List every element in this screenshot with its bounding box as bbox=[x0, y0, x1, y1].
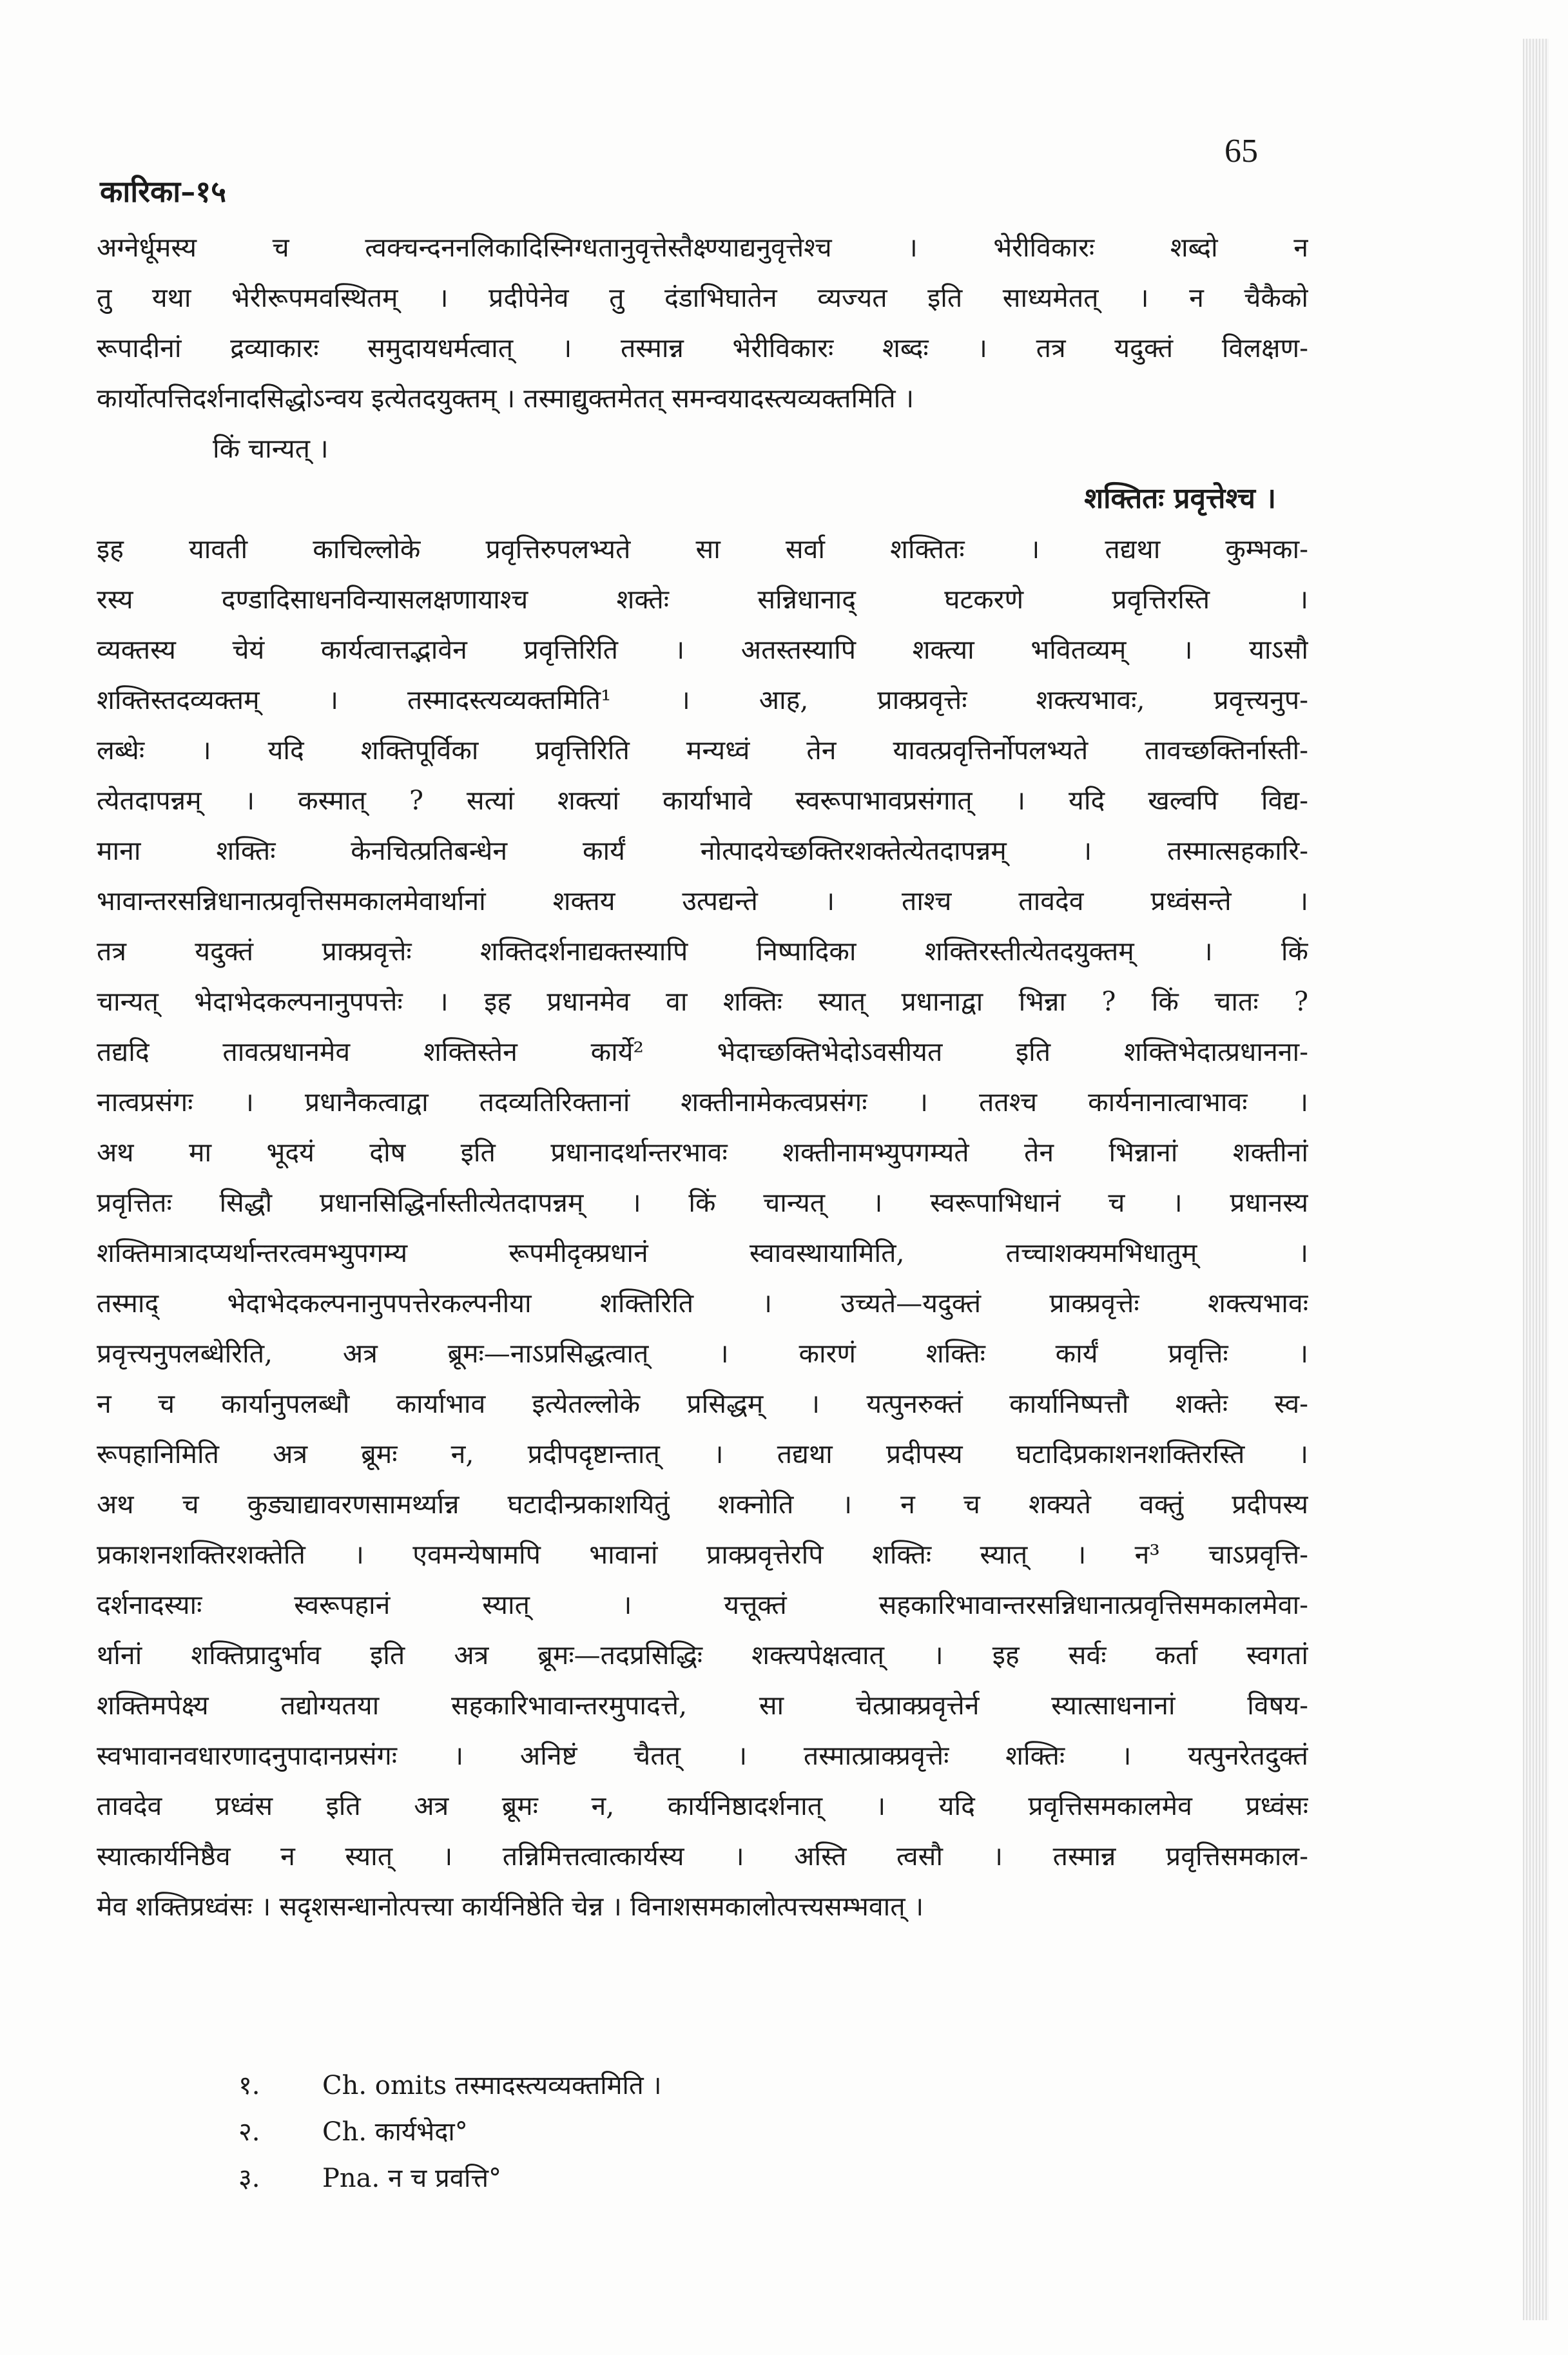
footnote bbox=[238, 2155, 662, 2202]
page-number: 65 bbox=[1224, 133, 1258, 170]
text-line: तद्यदि तावत्प्रधानमेव शक्तिस्तेन कार्ये² भेदाच्छक्तिभेदोऽवसीयत इति शक्तिभेदात्प्रधानना- bbox=[97, 1036, 1308, 1067]
text-line: तत्र यदुक्तं प्राक्प्रवृत्तेः शक्तिदर्शनाद्यक्तस्यापि निष्पादिका शक्तिरस्तीत्येतदयुक्तम् । किं bbox=[97, 936, 1308, 967]
text-line: त्येतदापन्नम् । कस्मात् ? सत्यां शक्त्यां कार्याभावे स्वरूपाभावप्रसंगात् । यदि खल्वपि विद्य- bbox=[97, 785, 1308, 816]
text-line: रूपहानिमिति अत्र ब्रूमः न, प्रदीपदृष्टान्तात् । तद्यथा प्रदीपस्य घटादिप्रकाशनशक्तिरस्ति । bbox=[97, 1439, 1308, 1469]
text-line: शक्तिमात्रादप्यर्थान्तरत्वमभ्युपगम्य रूपमीदृक्प्रधानं स्वावस्थायामिति, तच्चाशक्यमभिधातुम् । bbox=[97, 1237, 1308, 1268]
text-line: अथ च कुड्याद्यावरणसामर्थ्यान्न घटादीन्प्रकाशयितुं शक्नोति । न च शक्यते वक्तुं प्रदीपस्य bbox=[97, 1489, 1308, 1520]
text-line: इह यावती काचिल्लोके प्रवृत्तिरुपलभ्यते सा सर्वा शक्तितः । तद्यथा कुम्भका- bbox=[97, 534, 1308, 565]
text-line: अथ मा भूदयं दोष इति प्रधानादर्थान्तरभावः शक्तीनामभ्युपगम्यते तेन भिन्नानां शक्तीनां bbox=[97, 1137, 1308, 1168]
text-line: भावान्तरसन्निधानात्प्रवृत्तिसमकालमेवार्थानां शक्तय उत्पद्यन्ते । ताश्च तावदेव प्रध्वंसन्ते । bbox=[97, 886, 1308, 916]
footnote-text: Pna. न च प्रवत्ति° bbox=[322, 2164, 501, 2193]
text-line: लब्धेः । यदि शक्तिपूर्विका प्रवृत्तिरिति मन्यध्वं तेन यावत्प्रवृत्तिर्नोपलभ्यते तावच्छक्तिर्नास्ती- bbox=[97, 735, 1308, 766]
footnote-text: Ch. omits तस्मादस्त्यव्यक्तमिति । bbox=[322, 2071, 662, 2100]
text-line: शक्तिमपेक्ष्य तद्योग्यतया सहकारिभावान्तरमुपादत्ते, सा चेत्प्राक्प्रवृत्तेर्न स्यात्साधनानां विषय- bbox=[97, 1690, 1308, 1721]
footnote-number: ३. bbox=[238, 2164, 260, 2193]
text-line: किं चान्यत् । bbox=[213, 433, 329, 464]
footnote bbox=[238, 2062, 662, 2109]
text-line: रूपादीनां द्रव्याकारः समुदायधर्मत्वात् । तस्मान्न भेरीविकारः शब्दः । तत्र यदुक्तं विलक्षण- bbox=[97, 333, 1308, 363]
text-line: नात्वप्रसंगः । प्रधानैकत्वाद्वा तदव्यतिरिक्तानां शक्तीनामेकत्वप्रसंगः । ततश्च कार्यनानात्वाभावः । bbox=[97, 1087, 1308, 1118]
text-line: तस्माद् भेदाभेदकल्पनानुपपत्तेरकल्पनीया शक्तिरिति । उच्यते—यदुक्तं प्राक्प्रवृत्तेः शक्त्यभावः bbox=[97, 1288, 1308, 1319]
text-line: स्यात्कार्यनिष्ठैव न स्यात् । तन्निमित्तत्वात्कार्यस्य । अस्ति त्वसौ । तस्मान्न प्रवृत्तिसमकाल- bbox=[97, 1841, 1308, 1872]
text-line: अग्नेर्धूमस्य च त्वक्चन्दननलिकादिस्निग्धतानुवृत्तेस्तैक्ष्ण्याद्यनुवृत्तेश्च । भेरीविकारः शब्दो न bbox=[97, 232, 1308, 263]
footnote-number: १. bbox=[238, 2071, 260, 2100]
text-line: प्रकाशनशक्तिरशक्तेति । एवमन्येषामपि भावानां प्राक्प्रवृत्तेरपि शक्तिः स्यात् । न³ चाऽप्रवृत्ति- bbox=[97, 1539, 1308, 1570]
footnote-number: २. bbox=[238, 2117, 260, 2147]
text-line: माना शक्तिः केनचित्प्रतिबन्धेन कार्यं नोत्पादयेच्छक्तिरशक्तेत्येतदापन्नम् । तस्मात्सहकारि- bbox=[97, 835, 1308, 866]
text-line: कार्योत्पत्तिदर्शनादसिद्धोऽन्वय इत्येतदयुक्तम् । तस्माद्युक्तमेतत् समन्वयादस्त्यव्यक्तमिति । bbox=[97, 383, 915, 414]
text-line: चान्यत् भेदाभेदकल्पनानुपपत्तेः । इह प्रधानमेव वा शक्तिः स्यात् प्रधानाद्वा भिन्ना ? किं चातः ? bbox=[97, 986, 1308, 1017]
running-head: कारिका–१५ bbox=[100, 174, 227, 209]
text-line: स्वभावानवधारणादनुपादानप्रसंगः । अनिष्टं चैतत् । तस्मात्प्राक्प्रवृत्तेः शक्तिः । यत्पुनरेतदुक्तं bbox=[97, 1740, 1308, 1771]
footnotes bbox=[238, 2062, 662, 2202]
body-text bbox=[97, 222, 1308, 1932]
text-line: रस्य दण्डादिसाधनविन्यासलक्षणायाश्च शक्तेः सन्निधानाद् घटकरणे प्रवृत्तिरस्ति । bbox=[97, 584, 1308, 615]
text-line: व्यक्तस्य चेयं कार्यत्वात्तद्भावेन प्रवृत्तिरिति । अतस्तस्यापि शक्त्या भवितव्यम् । याऽसौ bbox=[97, 634, 1308, 665]
text-line: तु यथा भेरीरूपमवस्थितम् । प्रदीपेनेव तु दंडाभिघातेन व्यज्यत इति साध्यमेतत् । न चैकैको bbox=[97, 282, 1308, 313]
text-line: शक्तिस्तदव्यक्तम् । तस्मादस्त्यव्यक्तमिति¹ । आह, प्राक्प्रवृत्तेः शक्त्यभावः, प्रवृत्त्यनुप- bbox=[97, 684, 1308, 715]
text-line: तावदेव प्रध्वंस इति अत्र ब्रूमः न, कार्यनिष्ठादर्शनात् । यदि प्रवृत्तिसमकालमेव प्रध्वंसः bbox=[97, 1790, 1308, 1821]
footnote-text: Ch. कार्यभेदा° bbox=[322, 2117, 468, 2147]
text-line: दर्शनादस्याः स्वरूपहानं स्यात् । यत्तूक्तं सहकारिभावान्तरसन्निधानात्प्रवृत्तिसमकालमेवा- bbox=[97, 1589, 1308, 1620]
text-line: न च कार्यानुपलब्धौ कार्याभाव इत्येतल्लोके प्रसिद्धम् । यत्पुनरुक्तं कार्यानिष्पत्तौ शक्तेः स्व- bbox=[97, 1388, 1308, 1419]
scan-binding-edge bbox=[1523, 39, 1549, 2320]
text-line: र्थानां शक्तिप्रादुर्भाव इति अत्र ब्रूमः—तदप्रसिद्धिः शक्त्यपेक्षत्वात् । इह सर्वः कर्ता स्वगतां bbox=[97, 1640, 1308, 1671]
text-line: प्रवृत्तितः सिद्धौ प्रधानसिद्धिर्नास्तीत्येतदापन्नम् । किं चान्यत् । स्वरूपाभिधानं च । प्रधानस्य bbox=[97, 1187, 1308, 1218]
footnote bbox=[238, 2109, 662, 2155]
text-line: प्रवृत्त्यनुपलब्धेरिति, अत्र ब्रूमः—नाऽप्रसिद्धत्वात् । कारणं शक्तिः कार्यं प्रवृत्तिः । bbox=[97, 1338, 1308, 1369]
text-line: मेव शक्तिप्रध्वंसः । सदृशसन्धानोत्पत्त्या कार्यनिष्ठेति चेन्न । विनाशसमकालोत्पत्त्यसम्भवात् । bbox=[97, 1891, 924, 1922]
section-heading: शक्तितः प्रवृत्तेश्च । bbox=[1084, 482, 1276, 515]
